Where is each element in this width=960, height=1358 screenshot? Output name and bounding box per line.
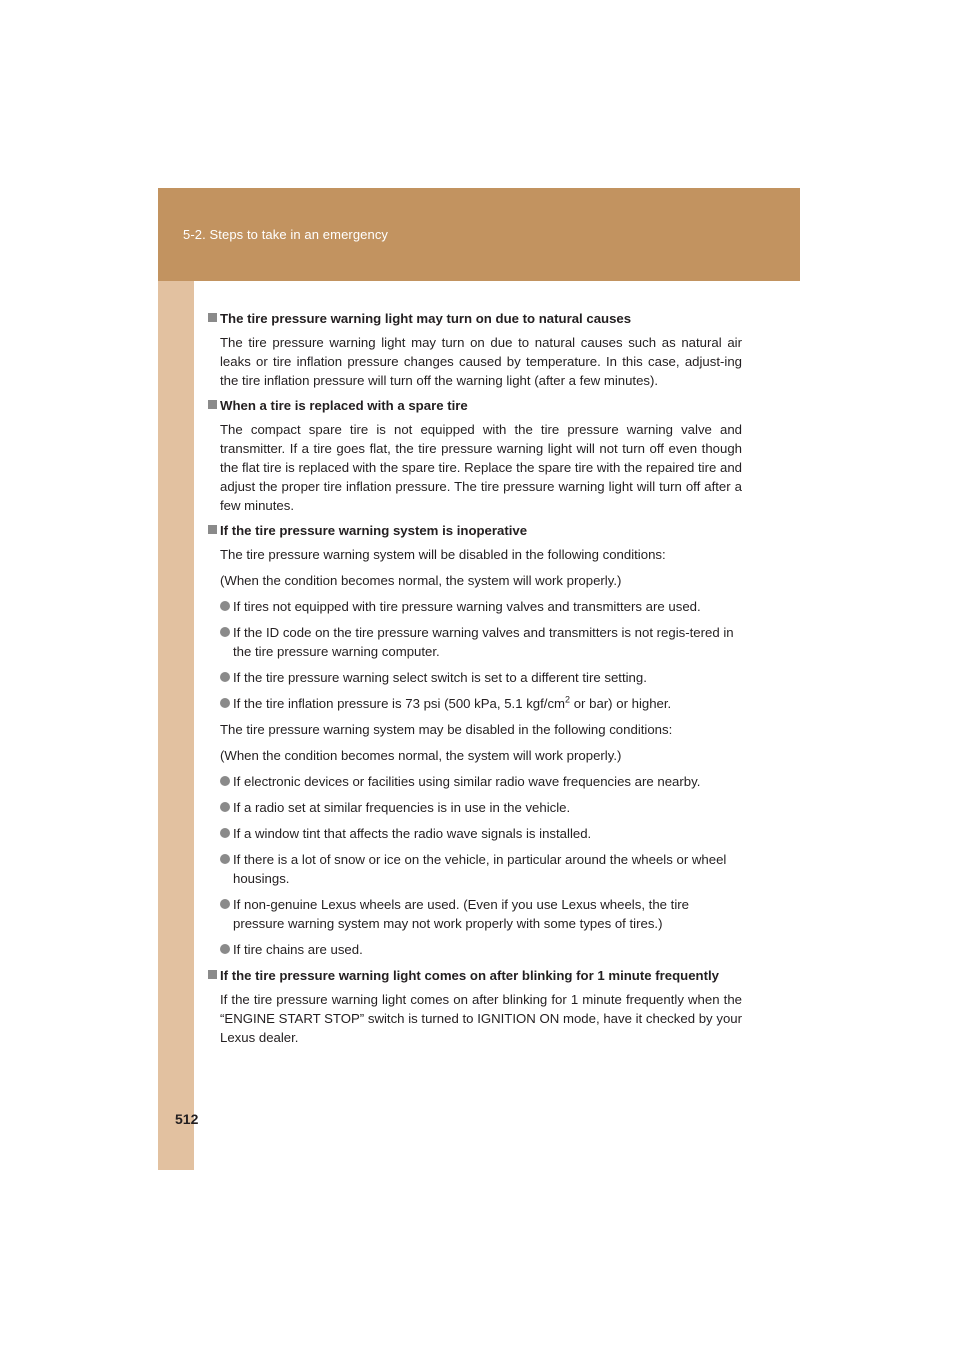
- section-heading: If the tire pressure warning system is inoperative: [208, 521, 742, 540]
- list-item: If tires not equipped with tire pressure warning valves and transmitters are used.: [220, 597, 742, 616]
- list-item: If a radio set at similar frequencies is in use in the vehicle.: [220, 798, 742, 817]
- section-natural-causes: [208, 309, 742, 390]
- round-bullet-icon: [220, 802, 230, 812]
- section-heading: If the tire pressure warning light comes on after blinking for 1 minute frequently: [208, 966, 742, 985]
- list-item: If there is a lot of snow or ice on the vehicle, in particular around the wheels or wheel housings.: [220, 850, 742, 888]
- round-bullet-icon: [220, 899, 230, 909]
- sidebar-band: [158, 188, 194, 1170]
- round-bullet-icon: [220, 854, 230, 864]
- list-item: If non-genuine Lexus wheels are used. (Even if you use Lexus wheels, the tire pressure warning system may not work properly with some types of tires.): [220, 895, 742, 933]
- section-title: 5-2. Steps to take in an emergency: [183, 227, 389, 242]
- paragraph: The tire pressure warning system will be disabled in the following conditions:: [220, 547, 666, 562]
- paragraph: If the tire pressure warning light comes on after blinking for 1 minute frequently when the “ENGINE START STOP” switch is turned to IGNITION ON mode, have it checked by your Lexus dealer.: [220, 992, 742, 1045]
- paragraph: The tire pressure warning system may be disabled in the following conditions:: [220, 722, 673, 737]
- section-heading: When a tire is replaced with a spare tire: [208, 396, 742, 415]
- round-bullet-icon: [220, 672, 230, 682]
- round-bullet-icon: [220, 601, 230, 611]
- paragraph: (When the condition becomes normal, the system will work properly.): [220, 573, 622, 588]
- square-bullet-icon: [208, 525, 217, 534]
- round-bullet-icon: [220, 776, 230, 786]
- square-bullet-icon: [208, 970, 217, 979]
- list-item: If tire chains are used.: [220, 940, 742, 959]
- section-inoperative: [208, 521, 742, 959]
- paragraph: The compact spare tire is not equipped with the tire pressure warning valve and transmitter. If a tire goes flat, the tire pressure warning light will not turn off even though the flat tire is replaced with the spare tire. Replace the spare tire with the repaired tire and adjust the proper tire inflation pressure. The tire pressure warning light will turn off after a few minutes.: [220, 422, 742, 513]
- round-bullet-icon: [220, 944, 230, 954]
- round-bullet-icon: [220, 627, 230, 637]
- section-header: [158, 188, 800, 281]
- list-item: If the tire pressure warning select switch is set to a different tire setting.: [220, 668, 742, 687]
- square-bullet-icon: [208, 400, 217, 409]
- paragraph: (When the condition becomes normal, the system will work properly.): [220, 748, 622, 763]
- list-item: If the ID code on the tire pressure warning valves and transmitters is not regis-tered in the tire pressure warning computer.: [220, 623, 742, 661]
- section-spare-tire: [208, 396, 742, 515]
- square-bullet-icon: [208, 313, 217, 322]
- page-number: 512: [175, 1111, 199, 1127]
- list-item: If electronic devices or facilities using similar radio wave frequencies are nearby.: [220, 772, 742, 791]
- list-item: If the tire inflation pressure is 73 psi (500 kPa, 5.1 kgf/$cm^2$ or bar) or higher.: [220, 694, 742, 713]
- section-blinking: [208, 966, 742, 1047]
- round-bullet-icon: [220, 698, 230, 708]
- list-item: If a window tint that affects the radio wave signals is installed.: [220, 824, 742, 843]
- section-heading: The tire pressure warning light may turn on due to natural causes: [208, 309, 742, 328]
- paragraph: The tire pressure warning light may turn on due to natural causes such as natural air leaks or tire inflation pressure changes caused by temperature. In this case, adjust-ing the tire inflation pressure will turn off the warning light (after a few minutes).: [220, 335, 742, 388]
- page-content: [208, 309, 742, 1053]
- round-bullet-icon: [220, 828, 230, 838]
